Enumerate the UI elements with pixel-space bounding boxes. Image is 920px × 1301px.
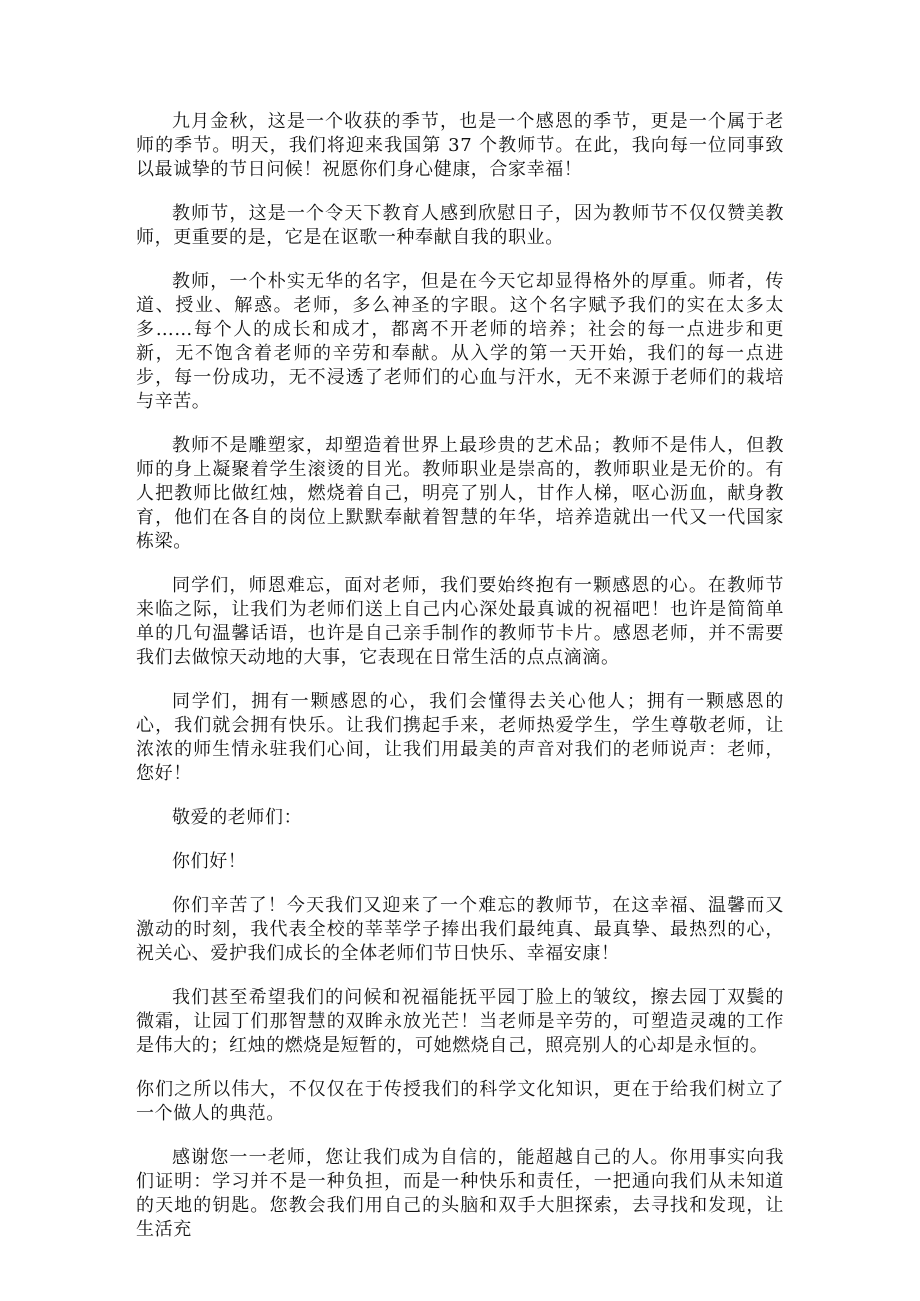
paragraph: 教师节，这是一个令天下教育人感到欣慰日子，因为教师节不仅仅赞美教师，更重要的是，它是在讴歌一种奉献自我的职业。 — [136, 203, 784, 248]
paragraph: 教师不是雕塑家，却塑造着世界上最珍贵的艺术品；教师不是伟人，但教师的身上凝聚着学生滚烫的目光。教师职业是崇高的，教师职业是无价的。有人把教师比做红烛，燃烧着自己，明亮了别人，甘作人梯，呕心沥血，献身教育，他们在各自的岗位上默默奉献着智慧的年华，培养造就出一代又一代国家栋梁。 — [136, 435, 784, 552]
paragraph: 你们辛苦了！今天我们又迎来了一个难忘的教师节，在这幸福、温馨而又激动的时刻，我代表全校的莘莘学子捧出我们最纯真、最真挚、最热烈的心，祝关心、爱护我们成长的全体老师们节日快乐、幸福安康！ — [136, 895, 784, 964]
paragraph: 教师，一个朴实无华的名字，但是在今天它却显得格外的厚重。师者，传道、授业、解惑。老师，多么神圣的字眼。这个名字赋予我们的实在太多太多……每个人的成长和成才，都离不开老师的培养；社会的每一点进步和更新，无不饱含着老师的辛劳和奉献。从入学的第一天开始，我们的每一点进步，每一份成功，无不浸透了老师们的心血与汗水，无不来源于老师们的栽培与辛苦。 — [136, 271, 784, 412]
paragraph: 你们之所以伟大，不仅仅在于传授我们的科学文化知识，更在于给我们树立了一个做人的典范。 — [136, 1079, 784, 1124]
paragraph: 同学们，拥有一颗感恩的心，我们会懂得去关心他人；拥有一颗感恩的心，我们就会拥有快乐。让我们携起手来，老师热爱学生，学生尊敬老师，让浓浓的师生情永驻我们心间，让我们用最美的声音对我们的老师说声：老师，您好！ — [136, 691, 784, 784]
greeting: 你们好！ — [172, 851, 247, 872]
document-body — [136, 110, 784, 1262]
paragraph: 九月金秋，这是一个收获的季节，也是一个感恩的季节，更是一个属于老师的季节。明天，我们将迎来我国第 37 个教师节。在此，我向每一位同事致以最诚挚的节日问候！祝愿你们身心健康，合家幸福！ — [136, 111, 784, 180]
paragraph: 同学们，师恩难忘，面对老师，我们要始终抱有一颗感恩的心。在教师节来临之际，让我们为老师们送上自己内心深处最真诚的祝福吧！也许是简简单单的几句温馨话语，也许是自己亲手制作的教师节卡片。感恩老师，并不需要我们去做惊天动地的大事，它表现在日常生活的点点滴滴。 — [136, 575, 784, 668]
paragraph: 感谢您一一老师，您让我们成为自信的，能超越自己的人。你用事实向我们证明：学习并不是一种负担，而是一种快乐和责任，一把通向我们从未知道的天地的钥匙。您教会我们用自己的头脑和双手大胆探索，去寻找和发现，让生活充 — [136, 1147, 784, 1240]
salutation: 敬爱的老师们： — [172, 807, 303, 828]
paragraph: 我们甚至希望我们的问候和祝福能抚平园丁脸上的皱纹，擦去园丁双鬓的微霜，让园丁们那智慧的双眸永放光芒！当老师是辛劳的，可塑造灵魂的工作是伟大的；红烛的燃烧是短暂的，可她燃烧自己，照亮别人的心却是永恒的。 — [136, 987, 784, 1056]
